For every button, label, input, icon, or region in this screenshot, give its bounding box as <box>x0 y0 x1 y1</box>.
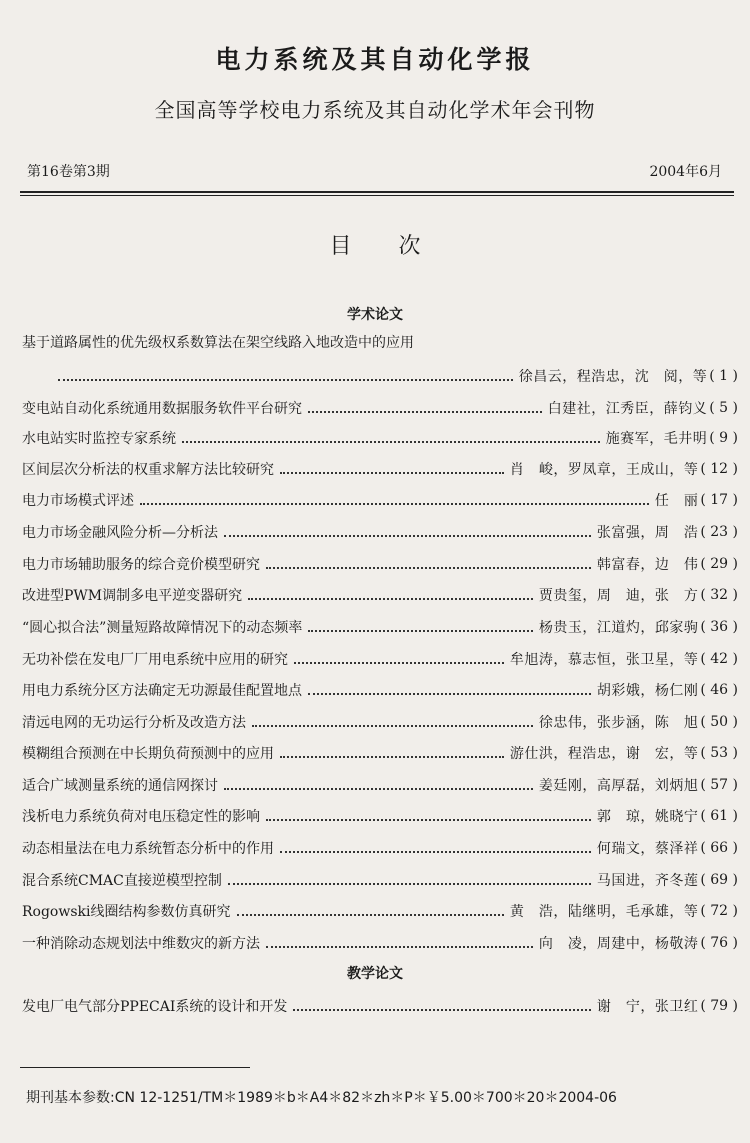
toc-entry-title: 水电站实时监控专家系统 <box>22 431 176 447</box>
toc-entry-page: ( 23 ) <box>700 524 738 540</box>
toc-entry[interactable] <box>22 775 738 795</box>
toc-entry-authors: 胡彩娥，杨仁刚 <box>596 683 699 699</box>
toc-entry-title: 动态相量法在电力系统暂态分析中的作用 <box>22 841 274 857</box>
toc-entry-page: ( 1 ) <box>709 368 738 384</box>
toc-entry-authors: 杨贵玉，江道灼，邱家驹 <box>538 620 699 636</box>
leader-dots <box>58 367 513 381</box>
toc-entry-authors: 谢 宁，张卫红 <box>596 999 699 1015</box>
toc-entry-title: 发电厂电气部分PPECAI系统的设计和开发 <box>22 999 288 1015</box>
toc-entry-title: 区间层次分析法的权重求解方法比较研究 <box>22 462 274 478</box>
toc-entry-title: 电力市场金融风险分析—分析法 <box>22 525 218 541</box>
toc-entry[interactable] <box>22 901 738 921</box>
toc-entry-authors: 白建社，江秀臣，薛钧义 <box>547 401 708 417</box>
toc-entry-page: ( 61 ) <box>700 808 738 824</box>
journal-parameters: 期刊基本参数:CN 12-1251/TM＊1989＊b＊A4＊82＊zh＊P＊￥5.00＊700＊20＊2004-06 <box>26 1090 617 1106</box>
toc-entry[interactable] <box>22 743 738 763</box>
toc-entry-page: ( 69 ) <box>700 872 738 888</box>
toc-entry-page: ( 9 ) <box>709 430 738 446</box>
leader-dots <box>294 650 504 664</box>
toc-entry-page: ( 72 ) <box>700 903 738 919</box>
toc-entry[interactable] <box>22 617 738 637</box>
toc-entry-authors: 徐忠伟，张步涵，陈 旭 <box>538 715 699 731</box>
toc-entry[interactable] <box>22 712 738 732</box>
leader-dots <box>308 618 533 632</box>
leader-dots <box>266 555 591 569</box>
toc-entry-title: 模糊组合预测在中长期负荷预测中的应用 <box>22 746 274 762</box>
toc-entry-title: 无功补偿在发电厂厂用电系统中应用的研究 <box>22 652 288 668</box>
toc-entry-title: 一种消除动态规划法中维数灾的新方法 <box>22 936 260 952</box>
leader-dots <box>266 807 591 821</box>
toc-entry[interactable] <box>22 806 738 826</box>
toc-entry-title: 电力市场辅助服务的综合竞价模型研究 <box>22 557 260 573</box>
toc-entry-page: ( 5 ) <box>709 400 738 416</box>
leader-dots <box>228 871 591 885</box>
leader-dots <box>248 586 533 600</box>
toc-entry-title: “圆心拟合法”测量短路故障情况下的动态频率 <box>22 620 303 636</box>
leader-dots <box>252 713 533 727</box>
leader-dots <box>293 997 590 1011</box>
toc-entry-page: ( 46 ) <box>700 682 738 698</box>
toc-entry-authors: 肖 峻，罗凤章，王成山，等 <box>509 462 699 478</box>
leader-dots <box>140 491 649 505</box>
journal-subtitle: 全国高等学校电力系统及其自动化学术年会刊物 <box>154 98 596 122</box>
toc-entry-title: 用电力系统分区方法确定无功源最佳配置地点 <box>22 683 302 699</box>
leader-dots <box>280 839 591 853</box>
header-divider <box>20 191 734 193</box>
toc-entry[interactable] <box>22 398 738 418</box>
leader-dots <box>308 399 542 413</box>
leader-dots <box>266 934 533 948</box>
toc-entry-title: 混合系统CMAC直接逆模型控制 <box>22 873 222 889</box>
toc-entry-title: 适合广域测量系统的通信网探讨 <box>22 778 218 794</box>
toc-entry-authors: 何瑞文，蔡泽祥 <box>596 841 699 857</box>
toc-entry-authors: 黄 浩，陆继明，毛承雄，等 <box>509 904 699 920</box>
toc-entry[interactable] <box>22 649 738 669</box>
toc-entry-page: ( 50 ) <box>700 714 738 730</box>
footer-divider <box>20 1067 250 1068</box>
toc-entry-page: ( 53 ) <box>700 745 738 761</box>
toc-entry-page: ( 12 ) <box>700 461 738 477</box>
toc-entry-page: ( 79 ) <box>700 998 738 1014</box>
toc-entry-authors: 马国进，齐冬莲 <box>596 873 699 889</box>
toc-entry[interactable] <box>22 996 738 1016</box>
toc-entry-page: ( 76 ) <box>700 935 738 951</box>
toc-entry-page: ( 66 ) <box>700 840 738 856</box>
section-heading-academic: 学术论文 <box>347 307 403 323</box>
toc-entry-authors: 张富强，周 浩 <box>596 525 699 541</box>
toc-entry[interactable] <box>22 680 738 700</box>
toc-entry[interactable] <box>22 585 738 605</box>
leader-dots <box>237 902 504 916</box>
leader-dots <box>280 744 504 758</box>
leader-dots <box>280 460 504 474</box>
toc-title: 目 次 <box>329 234 421 259</box>
leader-dots <box>224 523 591 537</box>
toc-entry-title: 清远电网的无功运行分析及改造方法 <box>22 715 246 731</box>
toc-entry-authors: 向 凌，周建中，杨敬涛 <box>538 936 699 952</box>
toc-entry[interactable] <box>22 554 738 574</box>
section-heading-teaching: 教学论文 <box>347 966 403 982</box>
toc-entry-authors: 牟旭涛，慕志恒，张卫星，等 <box>509 652 699 668</box>
toc-entry-authors: 贾贵玺，周 迪，张 方 <box>538 588 699 604</box>
leader-dots <box>308 681 591 695</box>
toc-entry-page: ( 42 ) <box>700 651 738 667</box>
toc-entry-authors: 徐昌云，程浩忠，沈 阅，等 <box>518 369 708 385</box>
header-divider-thin <box>20 195 734 196</box>
toc-entry-page: ( 57 ) <box>700 777 738 793</box>
issue-number: 第16卷第3期 <box>27 164 110 180</box>
toc-entry[interactable] <box>22 838 738 858</box>
leader-dots <box>182 429 600 443</box>
toc-entry-title: Rogowski线圈结构参数仿真研究 <box>22 904 231 920</box>
toc-entry[interactable] <box>52 366 738 386</box>
toc-entry-authors: 郭 琼，姚晓宁 <box>596 809 699 825</box>
toc-entry[interactable] <box>22 459 738 479</box>
toc-entry-page: ( 32 ) <box>700 587 738 603</box>
toc-entry-authors: 游仕洪，程浩忠，谢 宏，等 <box>509 746 699 762</box>
toc-entry-authors: 韩富春，边 伟 <box>596 557 699 573</box>
journal-title: 电力系统及其自动化学报 <box>215 45 535 74</box>
toc-entry-title: 电力市场模式评述 <box>22 493 134 509</box>
toc-entry[interactable] <box>22 870 738 890</box>
toc-entry-title: 变电站自动化系统通用数据服务软件平台研究 <box>22 401 302 417</box>
toc-entry-title: 改进型PWM调制多电平逆变器研究 <box>22 588 243 604</box>
toc-entry-page: ( 17 ) <box>700 492 738 508</box>
leader-dots <box>224 776 533 790</box>
toc-entry[interactable] <box>22 933 738 953</box>
toc-entry[interactable] <box>22 490 738 510</box>
toc-entry-title: 浅析电力系统负荷对电压稳定性的影响 <box>22 809 260 825</box>
toc-entry-authors: 姜廷刚，高厚磊，刘炳旭 <box>538 778 699 794</box>
toc-entry[interactable] <box>22 428 738 448</box>
toc-entry-title[interactable]: 基于道路属性的优先级权系数算法在架空线路入地改造中的应用 <box>22 335 414 351</box>
toc-entry-authors: 任 丽 <box>654 493 699 509</box>
toc-entry-page: ( 36 ) <box>700 619 738 635</box>
toc-entry[interactable] <box>22 522 738 542</box>
toc-entry-authors: 施赛军，毛井明 <box>605 431 708 447</box>
toc-entry-page: ( 29 ) <box>700 556 738 572</box>
issue-date: 2004年6月 <box>649 164 722 180</box>
